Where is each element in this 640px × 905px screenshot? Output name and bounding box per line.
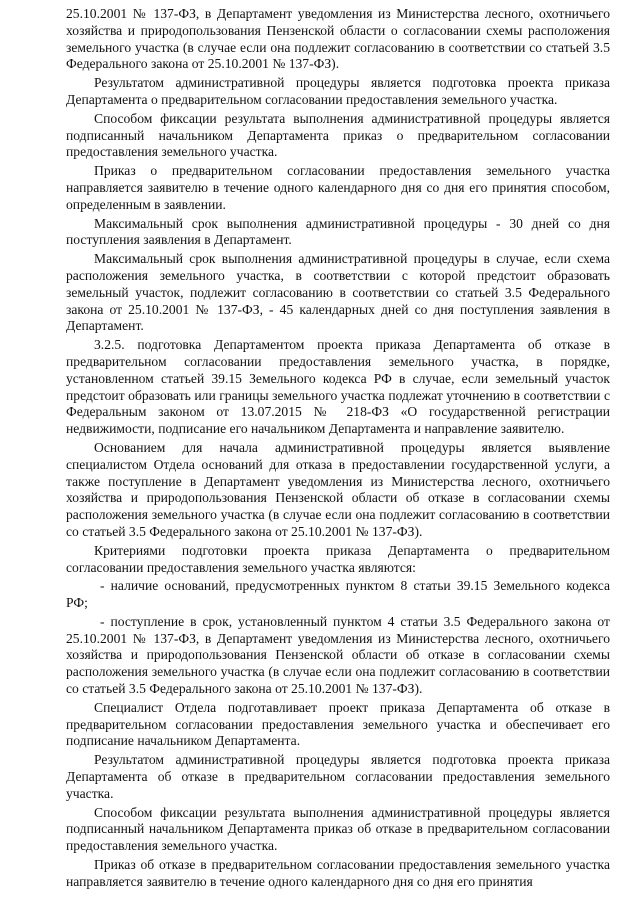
paragraph-order-delivery: Приказ о предварительном согласовании предоставления земельного участка направляется заявителю в течение одного календарного дня со дня его принятия способом, определенным в заявлении. [66, 163, 610, 212]
paragraph-criterion-1: - наличие оснований, предусмотренных пунктом 8 статьи 39.15 Земельного кодекса РФ; [66, 578, 610, 611]
paragraph-refusal-delivery: Приказ об отказе в предварительном согласовании предоставления земельного участка направляется заявителю в течение одного календарного дня со дня его принятия [66, 857, 610, 889]
paragraph-fixation-method: Способом фиксации результата выполнения административной процедуры является подписанный начальником Департамента приказ о предварительном согласовании предоставления земельного участка. [66, 110, 610, 160]
paragraph-section-3-2-5: 3.2.5. подготовка Департаментом проекта приказа Департамента об отказе в предварительном согласовании предоставления земельного участка, в порядке, установленном статьей 39.15 Земельного кодекса РФ в случае, если земельный участок предстоит образовать или границы земельного участка подлежат уточнению в соответствии с Федеральным законом от 13.07.2015 № 218-ФЗ «О государственной регистрации недвижимости, подписание его начальником Департамента и направление заявителю. [66, 337, 610, 437]
paragraph-refusal-fixation: Способом фиксации результата выполнения административной процедуры является подписанный начальником Департамента приказ об отказе в предварительном согласовании предоставления земельного участка. [66, 804, 610, 854]
paragraph-continuation: 25.10.2001 № 137-ФЗ, в Департамент уведомления из Министерства лесного, охотничьего хозяйства и природопользования Пензенской области о согласовании схемы расположения земельного участка (в случае если она подлежит согласованию в соответствии со статьей 3.5 Федерального закона от 25.10.2001 № 137-ФЗ). [66, 6, 610, 72]
paragraph-specialist: Специалист Отдела подготавливает проект приказа Департамента об отказе в предварительном согласовании предоставления земельного участка и обеспечивает его подписание начальником Департамента. [66, 699, 610, 749]
paragraph-max-term-approval: Максимальный срок выполнения административной процедуры в случае, если схема расположения земельного участка, в соответствии с которой предстоит образовать земельный участок, подлежит согласованию в соответствии со статьей 3.5 Федерального закона от 25.10.2001 № 137-ФЗ, - 45 календарных дней со дня поступления заявления в Департамент. [66, 251, 610, 334]
paragraph-criteria: Критериями подготовки проекта приказа Департамента о предварительном согласовании предоставления земельного участка являются: [66, 542, 610, 575]
paragraph-basis: Основанием для начала административной процедуры является выявление специалистом Отдела оснований для отказа в предоставлении государственной услуги, а также поступление в Департамент уведомления из Министерства лесного, охотничьего хозяйства и природопользования Пензенской области об отказе в согласовании схемы расположения земельного участка (в случае если она подлежит согласованию в соответствии со статьей 3.5 Федерального закона от 25.10.2001 № 137-ФЗ). [66, 439, 610, 539]
paragraph-refusal-result: Результатом административной процедуры является подготовка проекта приказа Департамента об отказе в предварительном согласовании предоставления земельного участка. [66, 752, 610, 801]
paragraph-criterion-2: - поступление в срок, установленный пунктом 4 статьи 3.5 Федерального закона от 25.10.2001 № 137-ФЗ, в Департамент уведомления из Министерства лесного, охотничьего хозяйства и природопользования Пензенской области об отказе в согласовании схемы расположения земельного участка (в случае если она подлежит согласованию в соответствии со статьей 3.5 Федерального закона от 25.10.2001 № 137-ФЗ). [66, 613, 610, 697]
paragraph-result: Результатом административной процедуры является подготовка проекта приказа Департамента о предварительном согласовании предоставления земельного участка. [66, 75, 610, 107]
paragraph-max-term: Максимальный срок выполнения административной процедуры - 30 дней со дня поступления заявления в Департамент. [66, 215, 610, 248]
